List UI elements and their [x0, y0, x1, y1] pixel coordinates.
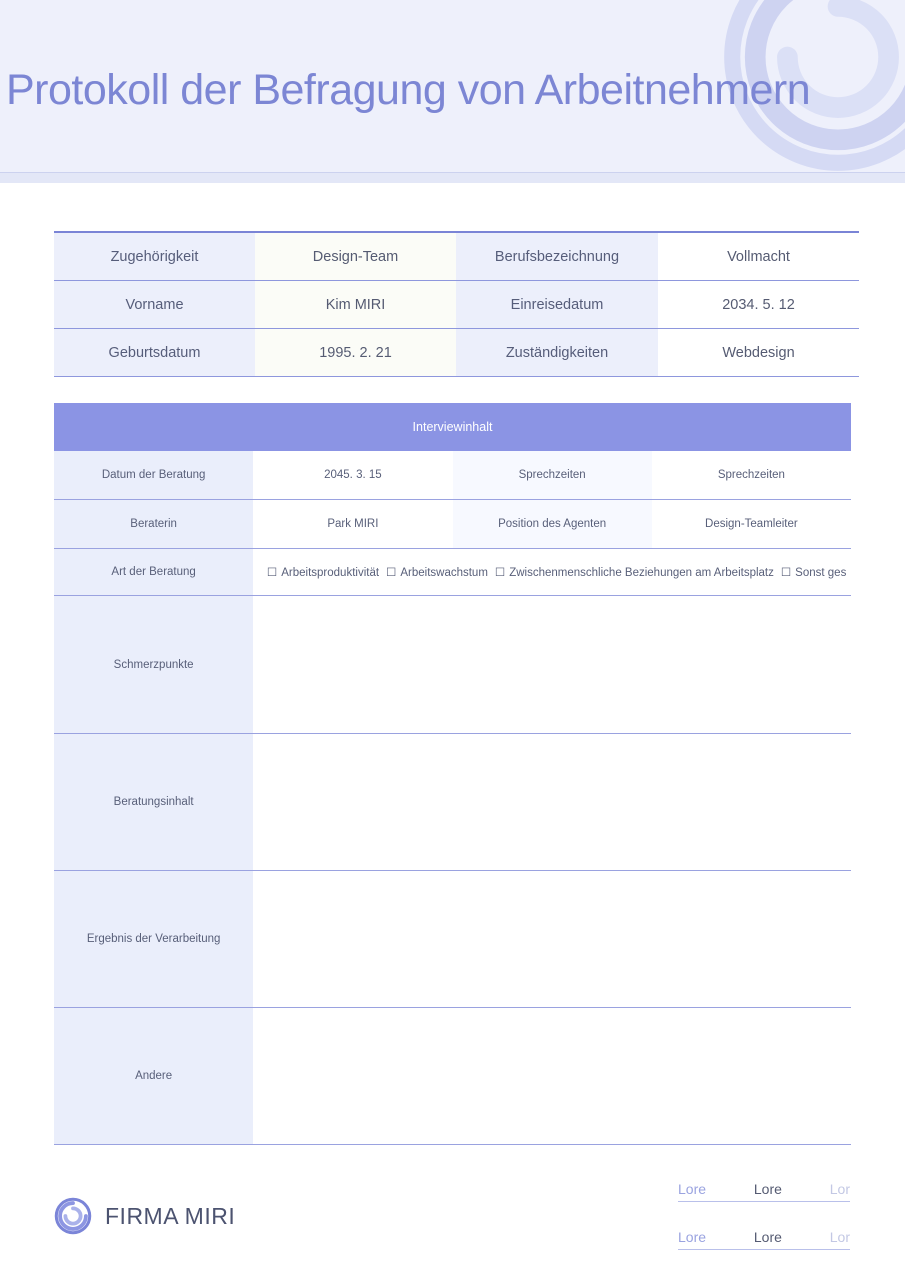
interview-table [54, 403, 851, 1145]
field-value[interactable] [253, 734, 851, 871]
checkbox-icon[interactable]: ☐ [386, 567, 397, 579]
table-row [54, 281, 859, 329]
signature-right: Lor [829, 1229, 850, 1245]
signature-middle: Lore [753, 1181, 782, 1197]
checkbox-icon[interactable]: ☐ [780, 567, 792, 579]
field-value[interactable] [253, 596, 851, 734]
table-row [54, 596, 851, 734]
table-row [54, 1008, 851, 1145]
checkbox-label[interactable]: Arbeitsproduktivität [281, 567, 380, 579]
consultation-type-options [253, 549, 851, 596]
table-row [54, 500, 851, 549]
table-section-header [54, 403, 851, 451]
signature-left: Lore [678, 1181, 707, 1197]
field-value[interactable]: Design-Team [255, 232, 456, 281]
checkbox-icon[interactable]: ☐ [266, 567, 278, 579]
field-label: Art der Beratung [54, 549, 253, 596]
company-name: FIRMA MIRI [105, 1202, 236, 1229]
page-title: Protokoll der Befragung von Arbeitnehmern [6, 66, 811, 114]
field-value[interactable]: Kim MIRI [255, 281, 456, 329]
table-row [54, 734, 851, 871]
field-value[interactable]: Vollmacht [658, 232, 859, 281]
signature-right: Lor [829, 1181, 850, 1197]
field-value[interactable]: Sprechzeiten [652, 451, 851, 500]
identity-table [54, 231, 859, 377]
checkbox-icon[interactable]: ☐ [494, 567, 506, 579]
field-value[interactable]: Design-Teamleiter [652, 500, 851, 549]
field-value[interactable]: 1995. 2. 21 [255, 329, 456, 377]
field-label: Berufsbezeichnung [456, 232, 658, 281]
section-title: Interviewinhalt [54, 403, 851, 451]
field-label: Ergebnis der Verarbeitung [54, 871, 253, 1008]
table-row [54, 871, 851, 1008]
table-row [54, 329, 859, 377]
field-value[interactable]: Webdesign [658, 329, 859, 377]
field-label: Geburtsdatum [54, 329, 255, 377]
field-label: Andere [54, 1008, 253, 1145]
document-header [0, 0, 905, 172]
table-row [54, 549, 851, 596]
signature-middle: Lore [753, 1229, 782, 1245]
field-label: Sprechzeiten [453, 451, 652, 500]
document-footer [0, 1155, 905, 1280]
field-value[interactable]: 2034. 5. 12 [658, 281, 859, 329]
field-label: Einreisedatum [456, 281, 658, 329]
field-value[interactable] [253, 871, 851, 1008]
field-value[interactable]: Park MIRI [253, 500, 452, 549]
document-body [0, 231, 905, 1145]
brand [54, 1197, 235, 1235]
signature-left: Lore [678, 1229, 707, 1245]
field-value[interactable]: 2045. 3. 15 [253, 451, 452, 500]
checkbox-label[interactable]: Sonst ges [795, 567, 847, 579]
signature-block [678, 1163, 850, 1250]
header-divider [0, 172, 905, 183]
field-label: Datum der Beratung [54, 451, 253, 500]
table-row [54, 451, 851, 500]
checkbox-label[interactable]: Zwischenmenschliche Beziehungen am Arbeitsplatz [509, 567, 774, 579]
field-value[interactable] [253, 1008, 851, 1145]
field-label: Zuständigkeiten [456, 329, 658, 377]
spiral-logo-icon [54, 1197, 92, 1235]
table-row [54, 232, 859, 281]
signature-row [678, 1163, 850, 1202]
checkbox-label[interactable]: Arbeitswachstum [400, 567, 488, 579]
signature-row [678, 1211, 850, 1250]
field-label: Zugehörigkeit [54, 232, 255, 281]
field-label: Vorname [54, 281, 255, 329]
field-label: Beraterin [54, 500, 253, 549]
field-label: Position des Agenten [453, 500, 652, 549]
field-label: Schmerzpunkte [54, 596, 253, 734]
field-label: Beratungsinhalt [54, 734, 253, 871]
